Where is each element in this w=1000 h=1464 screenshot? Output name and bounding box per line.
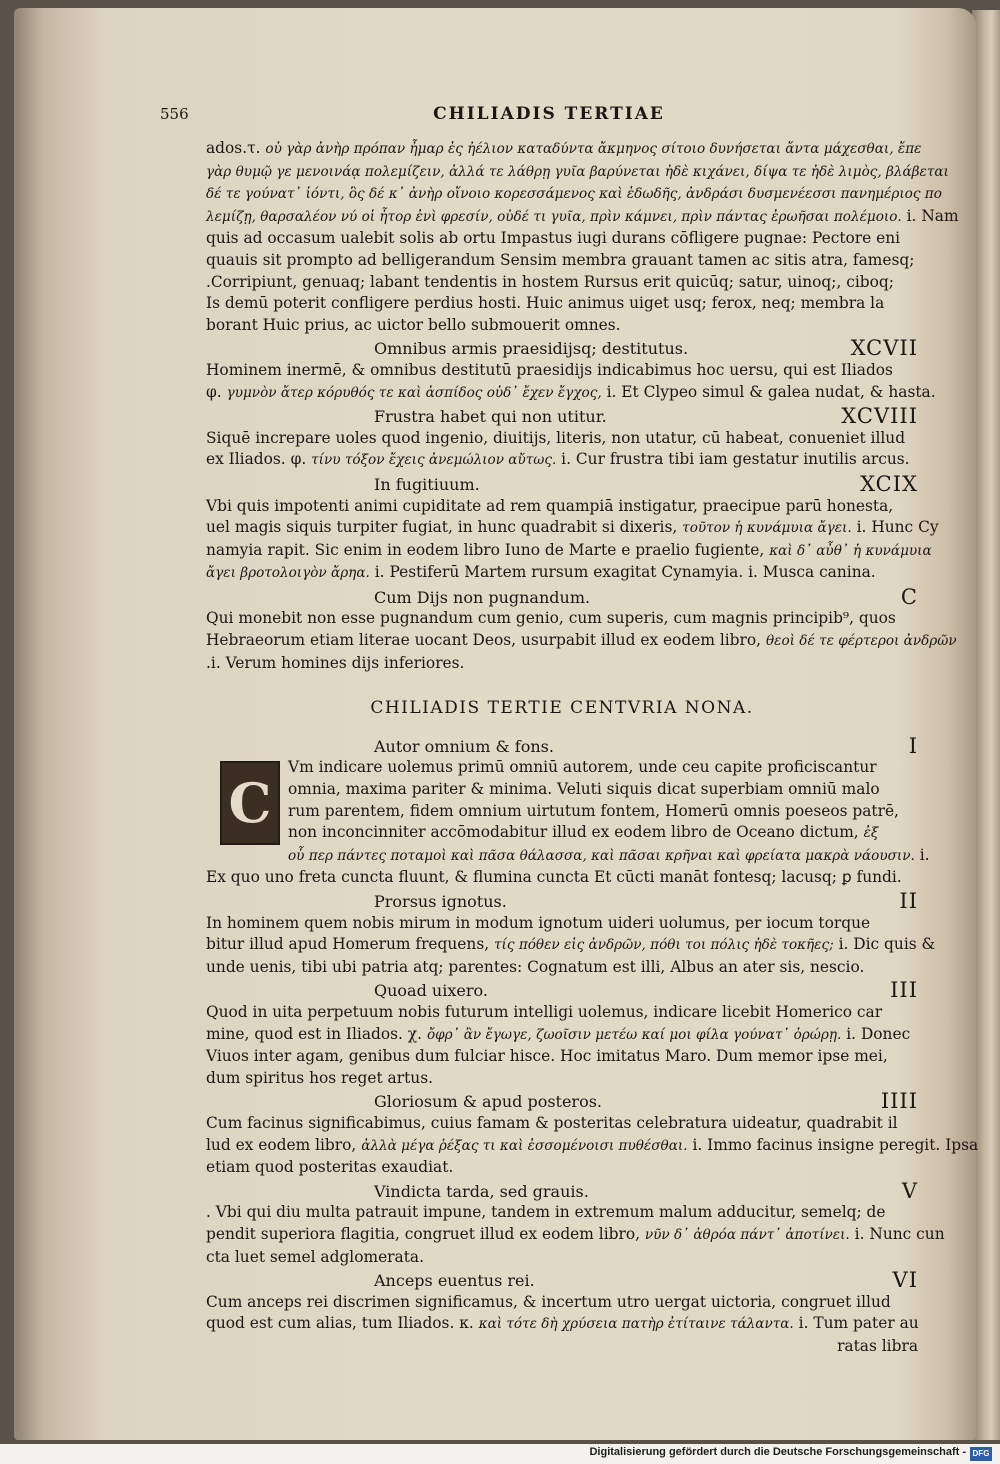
- latin-text: ex Iliados. φ.: [206, 450, 307, 469]
- adagium-entry: [206, 336, 936, 404]
- text-line: [206, 845, 930, 868]
- latin-text: . Vbi qui diu multa patrauit impune, tandem in extremum malum adducitur, semelq; de: [206, 1203, 886, 1222]
- latin-text: namyia rapit. Sic enim in eodem libro Iuno de Marte e praelio fugiente,: [206, 540, 765, 559]
- text-line: [206, 1202, 918, 1224]
- page-edges: [972, 10, 1000, 1440]
- adagium-entry: [206, 1178, 945, 1268]
- latin-text: i. Pestiferū Martem rursum exagitat Cynamyia. i. Musca canina.: [374, 563, 876, 582]
- text-line: [206, 517, 939, 540]
- adagium-title: Vindicta tarda, sed grauis.: [374, 1181, 589, 1201]
- greek-quotation: λεμίζῃ, θαρσαλέον νύ οἱ ἦτορ ἐνὶ φρεσίν, οὐδέ τι γυῖα, πρὶν κάμνει, πρὶν πάντας ἐρωῆσαι πολέμοιο.: [206, 208, 902, 225]
- latin-text: i. Hunc Cy: [856, 518, 939, 537]
- greek-quotation: τίς πόθεν εἰς ἀνδρῶν, πόθι τοι πόλις ἠδὲ τοκῆες;: [494, 937, 834, 954]
- latin-text: Is demū poterit confligere perdius hosti. Huic animus uiget usq; ferox, neq; membra la: [206, 294, 885, 313]
- adagium-entry: [206, 406, 918, 472]
- latin-text: omnia, maxima pariter & minima. Veluti siquis dicat superbiam omniū malo: [288, 780, 880, 799]
- greek-quotation: νῦν δ᾽ ἀθρόα πάντ᾽ ἀποτίνει.: [644, 1226, 850, 1243]
- text-line: [206, 1247, 918, 1269]
- greek-quotation: καὶ δ᾽ αὖθ᾽ ἡ κυνάμυια: [769, 542, 932, 559]
- adagium-numeral: V: [901, 1178, 918, 1203]
- adagia-list-top: [206, 336, 957, 674]
- greek-quotation: γυμνὸν ἄτερ κόρυθός τε καὶ ἀσπίδος οὐδ᾽ ἔχεν ἔγχος,: [226, 384, 602, 401]
- latin-text: Viuos inter agam, genibus dum fulciar hisce. Hoc imitatus Maro. Dum memor ipse mei,: [206, 1047, 888, 1066]
- adagium-title-row: [206, 406, 918, 428]
- latin-text: i. Tum pater au: [798, 1314, 919, 1333]
- greek-quotation: καὶ τότε δὴ χρύσεια πατὴρ ἐτίταινε τάλαντα.: [478, 1316, 794, 1333]
- latin-text: i.: [919, 845, 930, 864]
- adagium-entry: [206, 980, 918, 1089]
- adagium-numeral: I: [908, 733, 918, 758]
- latin-text: Qui monebit non esse pugnandum cum genio, cum superis, cum magnis principib⁹, quos: [206, 609, 896, 628]
- latin-text: unde uenis, tibi ubi patria atq; parentes: Cognatum est illi, Albus an ater sis, nescio.: [206, 957, 865, 976]
- adagia-list-bottom: [206, 733, 979, 1336]
- latin-text: .i. Verum homines dijs inferiores.: [206, 653, 465, 672]
- latin-text: etiam quod posteritas exaudiat.: [206, 1158, 454, 1177]
- adagium-title: Autor omnium & fons.: [374, 736, 554, 756]
- latin-text: In hominem quem nobis mirum in modum ignotum uideri uolumus, per iocum torque: [206, 913, 871, 932]
- adagium-title-row: [206, 1091, 918, 1113]
- latin-text: dum spiritus hos reget artus.: [206, 1068, 433, 1087]
- latin-text: ados.τ.: [206, 139, 261, 157]
- section-heading: CHILIADIS TERTIE CENTVRIA NONA.: [370, 698, 754, 719]
- adagium-title: Frustra habet qui non utitur.: [374, 407, 607, 427]
- adagium-numeral: XCVII: [850, 336, 918, 361]
- adagium-entry: [206, 889, 936, 978]
- adagium-entry: [206, 733, 930, 889]
- latin-text: Cum anceps rei discrimen significamus, & incertum utro uergat uictoria, congruet illud: [206, 1292, 891, 1311]
- adagium-title: Gloriosum & apud posteros.: [374, 1092, 603, 1112]
- adagium-title: In fugitiuum.: [374, 474, 480, 494]
- greek-quotation: ὄφρ᾽ ἂν ἔγωγε, ζωοῖσιν μετέω καί μοι φίλα γούνατ᾽ ὀρώρῃ.: [426, 1026, 842, 1043]
- text-line: [206, 1068, 918, 1090]
- greek-quotation: ἄγει βροτολοιγὸν ἄρηα.: [206, 565, 370, 582]
- latin-text: i. Cur frustra tibi iam gestatur inutilis arcus.: [561, 450, 910, 469]
- adagium-title: Prorsus ignotus.: [374, 892, 507, 911]
- adagium-title-row: [206, 1178, 918, 1203]
- latin-text: i. Nam: [906, 206, 959, 225]
- text-line: [206, 653, 918, 675]
- text-line: [206, 757, 918, 779]
- text-line: [206, 1024, 918, 1047]
- text-line: [206, 183, 942, 206]
- decorated-initial: [220, 761, 280, 845]
- adagium-entry: [206, 1089, 979, 1178]
- text-line: [206, 428, 918, 450]
- adagium-numeral: II: [899, 889, 918, 913]
- page-text: [160, 104, 979, 1357]
- latin-text: Ex quo uno freta cuncta fluunt, & flumina cuncta Et cūcti manāt fontesq; lacusq; ꝑ fundi.: [206, 868, 902, 887]
- footer-credit: Digitalisierung gefördert durch die Deutsche Forschungsgemeinschaft -: [589, 1446, 966, 1458]
- latin-text: i. Et Clypeo simul & galea nudat, & hasta.: [606, 382, 936, 401]
- footer-bar: [0, 1444, 1000, 1464]
- text-line: [206, 801, 918, 823]
- latin-text: i. Dic quis &: [838, 935, 936, 954]
- latin-text: i. Immo facinus insigne peregit. Ipsa: [692, 1135, 979, 1154]
- adagium-title-row: [206, 980, 918, 1002]
- text-line: [206, 1224, 945, 1247]
- adagium-entry: [206, 1270, 918, 1336]
- latin-text: Vbi quis impotenti animi cupiditate ad rem quampiā instigatur, praecipue parū honesta,: [206, 496, 894, 515]
- adagium-entry: [206, 584, 957, 674]
- adagium-title-row: [206, 891, 918, 913]
- adagium-numeral: III: [890, 978, 918, 1003]
- latin-text: i. Donec: [846, 1024, 911, 1043]
- adagium-numeral: XCIX: [860, 471, 918, 496]
- latin-text: φ.: [206, 382, 222, 401]
- text-line: [206, 1157, 918, 1179]
- latin-text: quauis sit prompto ad belligerandum Sensim membra grauant tamen ac sitis atra, famesq;: [206, 250, 915, 269]
- text-line: [206, 913, 918, 935]
- latin-text: lud ex eodem libro,: [206, 1135, 357, 1154]
- text-line: [206, 822, 918, 845]
- text-line: [206, 608, 918, 630]
- adagium-title-row: [206, 471, 918, 496]
- latin-text: quis ad occasum ualebit solis ab ortu Impastus iugi durans cōfligere pugnae: Pectore eni: [206, 229, 901, 248]
- text-line: [206, 138, 922, 161]
- adagium-title: Cum Dijs non pugnandum.: [374, 587, 591, 607]
- greek-quotation: τοῦτον ἡ κυνάμυια ἄγει.: [682, 520, 852, 537]
- greek-quotation: θεοὶ δέ τε φέρτεροι ἀνδρῶν: [765, 633, 957, 650]
- text-line: [206, 867, 918, 889]
- text-line: [206, 540, 932, 563]
- adagium-title: Quoad uixero.: [374, 981, 488, 1001]
- latin-text: rum parentem, fidem omnium uirtutum fontem, Homerū omnis poeseos patrē,: [288, 801, 899, 820]
- latin-text: quod est cum alias, tum Iliados. κ.: [206, 1314, 474, 1333]
- text-line: [206, 1113, 918, 1135]
- adagium-title-row: [206, 733, 918, 758]
- adagium-title-row: [206, 1270, 918, 1292]
- catchword: ratas libra: [837, 1336, 918, 1355]
- text-line: [206, 1313, 918, 1336]
- text-line: [206, 360, 918, 382]
- greek-quotation: δέ τε γούνατ᾽ ἰόντι, ὃς δέ κ᾽ ἀνὴρ οἴνοιο κορεσσάμενος καὶ ἐδωδῆς, ἀνδράσι δυσμενέεσσι πανημέριος πο: [206, 186, 942, 203]
- text-line: [206, 382, 936, 405]
- greek-quotation: ἀλλὰ μέγα ῥέξας τι καὶ ἐσσομένοισι πυθέσθαι.: [361, 1137, 688, 1154]
- latin-text: .Corripiunt, genuaq; labant tendentis in hostem Rursus erit quicūq; satur, uinoq;, ciboq;: [206, 272, 894, 291]
- text-line: [206, 449, 918, 472]
- latin-text: cta luet semel adglomerata.: [206, 1247, 424, 1266]
- latin-text: bitur illud apud Homerum frequens,: [206, 935, 490, 954]
- text-line: [206, 1002, 918, 1024]
- latin-text: Hebraeorum etiam literae uocant Deos, usurpabit illud ex eodem libro,: [206, 631, 762, 650]
- text-line: [206, 496, 918, 518]
- text-line: [206, 630, 957, 653]
- text-line: [206, 1135, 979, 1158]
- adagium-numeral: IIII: [880, 1089, 918, 1114]
- latin-text: pendit superiora flagitia, congruet illud ex eodem libro,: [206, 1224, 640, 1243]
- latin-text: uel magis siquis turpiter fugiat, in hunc quadrabit si dixeris,: [206, 518, 678, 537]
- dfg-logo: DFG: [970, 1447, 992, 1461]
- adagium-title-row: [206, 338, 918, 360]
- adagium-title: Anceps euentus rei.: [374, 1271, 535, 1291]
- page-number: 556: [160, 105, 189, 123]
- text-line: [206, 206, 959, 229]
- adagium-title: Omnibus armis praesidijsq; destitutus.: [374, 339, 689, 359]
- greek-quotation: ἐξ: [863, 825, 879, 842]
- text-line: [206, 562, 918, 585]
- latin-text: Hominem inermē, & omnibus destitutū praesidijs indicabimus hoc uersu, qui est Iliados: [206, 360, 893, 379]
- initial-letter: C: [228, 771, 272, 836]
- greek-quotation: τίνυ τόξον ἔχεις ἀνεμώλιον αὔτως.: [311, 452, 557, 469]
- latin-text: borant Huic prius, ac uictor bello submouerit omnes.: [206, 315, 621, 334]
- text-line: [206, 272, 918, 294]
- latin-text: Cum facinus significabimus, cuius famam & posteritas celebratura uideatur, quadrabit il: [206, 1113, 898, 1132]
- adagium-title-row: [206, 584, 918, 609]
- latin-text: Quod in uita perpetuum nobis futurum intelligi uolemus, indicare licebit Homerico car: [206, 1002, 883, 1021]
- latin-text: non inconcinniter accōmodabitur illud ex eodem libro de Oceano dictum,: [288, 823, 859, 842]
- text-line: [206, 957, 918, 979]
- greek-quotation: οὐ γὰρ ἀνὴρ πρόπαν ἦμαρ ἐς ἠέλιον καταδύντα ἄκμηνος σίτοιο δυνήσεται ἄντα μάχεσθαι, ἔπε: [265, 141, 922, 157]
- greek-quotation: οὗ περ πάντες ποταμοὶ καὶ πᾶσα θάλασσα, καὶ πᾶσαι κρῆναι καὶ φρείατα μακρὰ νάουσιν.: [288, 847, 915, 864]
- text-line: [206, 228, 918, 250]
- text-line: [206, 1292, 918, 1314]
- text-line: [206, 161, 949, 184]
- opening-passage: [206, 138, 959, 336]
- running-head: CHILIADIS TERTIAE: [433, 104, 665, 124]
- adagium-numeral: C: [900, 584, 918, 609]
- text-line: [206, 779, 918, 801]
- latin-text: mine, quod est in Iliados. χ.: [206, 1024, 423, 1043]
- page-header: [160, 104, 918, 138]
- text-line: [206, 934, 936, 957]
- text-line: [206, 1046, 918, 1068]
- text-line: [206, 250, 918, 272]
- text-line: [206, 315, 918, 337]
- greek-quotation: γὰρ θυμῷ γε μενοινάᾳ πολεμίζειν, ἀλλά τε λάθρῃ γυῖα βαρύνεται ἠδὲ κιχάνει, δίψα τε ἠδὲ λιμὸς, βλάβεται: [206, 163, 949, 180]
- latin-text: Vm indicare uolemus primū omniū autorem, unde ceu capite proficiscantur: [288, 758, 877, 777]
- adagium-numeral: VI: [892, 1268, 918, 1293]
- latin-text: Siquē increpare uoles quod ingenio, diuitijs, literis, non utatur, cū habeat, conueniet illud: [206, 428, 906, 447]
- adagium-entry: [206, 471, 939, 585]
- text-line: [206, 293, 918, 315]
- adagium-numeral: XCVIII: [841, 404, 918, 429]
- latin-text: i. Nunc cun: [854, 1224, 945, 1243]
